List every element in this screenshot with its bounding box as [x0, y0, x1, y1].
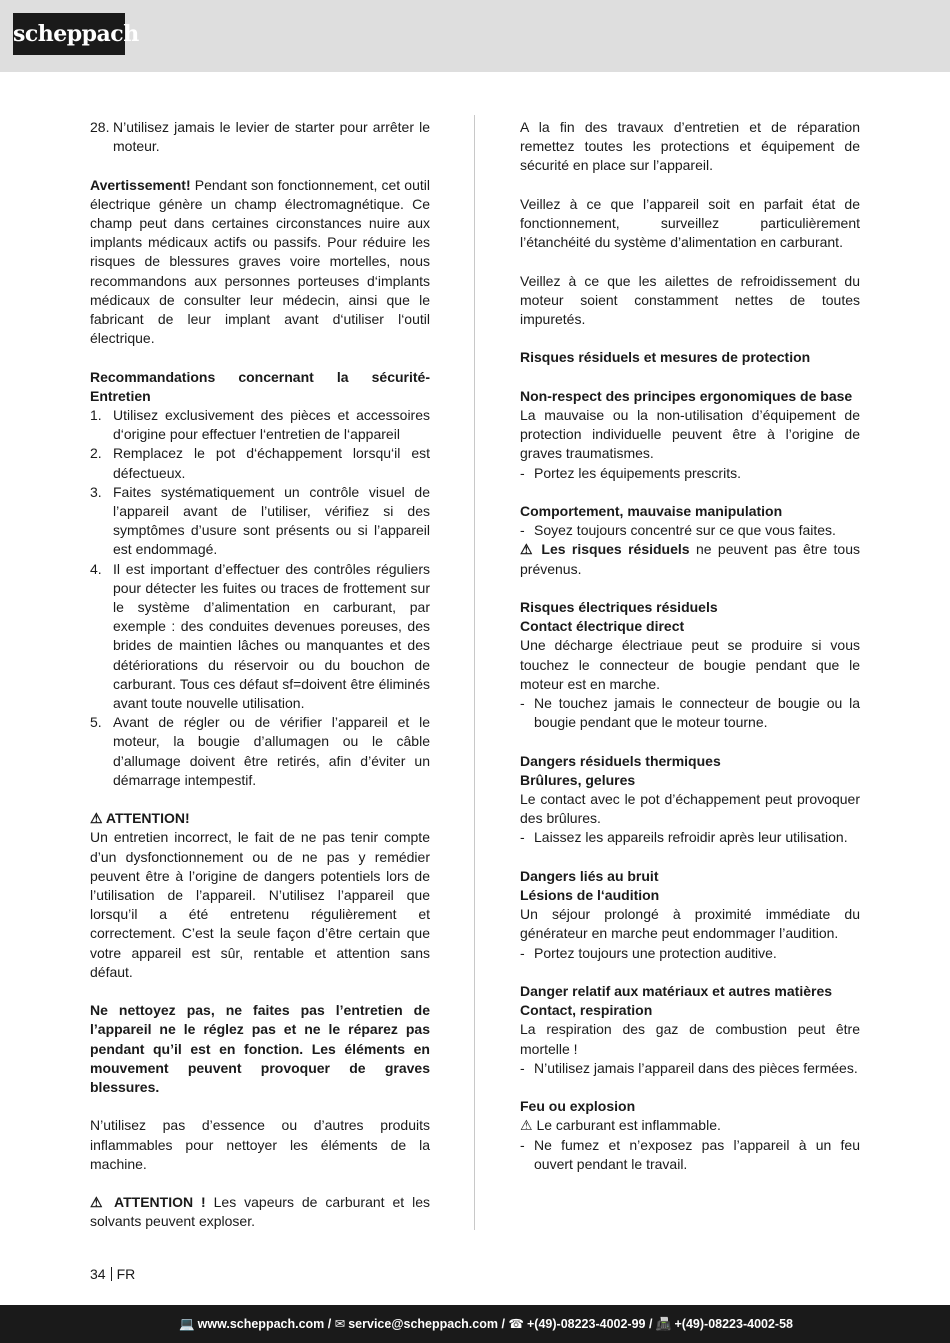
page-language: FR — [116, 1266, 136, 1282]
attention-text: Un entretien incorrect, le fait de ne pas tenir compte d’un dysfonctionnement ou de ne pas y remédier peuvent être à l’origine de dangers potentiels lors de l’utilisation de l’appareil. N’utilisez l’appareil que lorsqu’il a été entretenu régulièrement et correctement. C’est la seule façon d’être certain que votre appareil est sûr, rentable et attention sans défaut. — [90, 829, 430, 980]
attention-heading: ⚠ ATTENTION! — [90, 810, 190, 827]
section-heading: Danger relatif aux matériaux et autres matières — [520, 983, 833, 999]
list-text: N’utilisez jamais le levier de starter pour arrêter le moteur. — [113, 119, 430, 155]
page-number-separator — [111, 1267, 112, 1281]
warning-text: Pendant son fonctionnement, cet outil électrique génère un champ électromagnétique. Ce champ peut dans certaines circonstances nuire aux implants médicaux actifs ou passifs. Pour réduire les risques de blessures graves voire mortelles, nous recommandons aux personnes porteuses d‘implants médicaux de consulter leur médecin, ainsi que le fabricant de leur implant avant d‘utiliser l‘outil électrique. — [90, 176, 430, 347]
footer-website: www.scheppach.com / — [197, 1317, 332, 1331]
list-item: - Portez toujours une protection auditive. — [520, 944, 860, 963]
list-item: - Soyez toujours concentré sur ce que vous faites. — [520, 521, 860, 540]
list-number: 2. — [90, 445, 102, 462]
list-item: - Laissez les appareils refroidir après leur utilisation. — [520, 828, 860, 847]
section-heading: Risques électriques résiduels — [520, 598, 718, 615]
page-footer — [0, 1305, 950, 1343]
list-item: - Ne touchez jamais le connecteur de bougie ou la bougie pendant que le moteur tourne. — [520, 694, 860, 732]
list-text: Utilisez exclusivement des pièces et accessoires d‘origine pour effectuer l‘entretien de l‘appareil — [113, 407, 430, 443]
list-item — [90, 406, 430, 444]
paragraph: Veillez à ce que les ailettes de refroidissement du moteur soient constamment nettes de toutes impuretés. — [520, 272, 860, 327]
left-column — [90, 118, 430, 1251]
list-text: Il est important d’effectuer des contrôles réguliers pour détecter les fuites ou traces de frottement sur le système d’alimentation en carburant, par exemple : des conduites devenues poreuses, des brides de maintien lâches ou manquantes et des détériorations du réservoir ou du bouchon de carburant. Tous ces défaut sf=doivent être éliminés avant toute nouvelle utilisation. — [113, 560, 430, 712]
list-item: - N’utilisez jamais l’appareil dans des pièces fermées. — [520, 1059, 860, 1078]
warning-label: Avertissement! — [90, 176, 191, 193]
email-icon: ✉ — [334, 1317, 346, 1331]
list-text: Portez les équipements prescrits. — [534, 464, 741, 481]
section-text: Le contact avec le pot d’échappement peut provoquer des brûlures. — [520, 791, 860, 827]
list-number: 28. — [90, 119, 110, 135]
bullet-list — [520, 694, 860, 732]
list-number: 3. — [90, 483, 102, 500]
bold-safety-warning: Ne nettoyez pas, ne faites pas l’entretien de l’appareil ne le réglez pas et ne le réparez pas pendant qu’il est en fonction. Les éléments en mouvement peuvent provoquer de graves blessures. — [90, 1002, 430, 1096]
maintenance-list — [90, 406, 430, 790]
page-number — [90, 1265, 135, 1283]
section-subheading: Brûlures, gelures — [520, 771, 636, 788]
bullet-list — [520, 464, 860, 483]
emf-warning-paragraph — [90, 176, 430, 349]
paragraph: A la fin des travaux d’entretien et de réparation remettez toutes les protections et équipement de sécurité en place sur l’appareil. — [520, 119, 860, 174]
section-heading: Dangers liés au bruit — [520, 867, 659, 884]
section-text: ⚠ Le carburant est inflammable. — [520, 1117, 721, 1134]
list-item: - Ne fumez et n’exposez pas l’appareil à un feu ouvert pendant le travail. — [520, 1136, 860, 1174]
section-heading: Non-respect des principes ergonomiques de base — [520, 387, 853, 404]
bullet-list — [520, 1059, 860, 1078]
list-item: - Portez les équipements prescrits. — [520, 464, 860, 483]
section-subheading: Contact électrique direct — [520, 618, 685, 635]
list-item-28 — [90, 118, 430, 156]
section-heading: Comportement, mauvaise manipulation — [520, 502, 783, 519]
section-text: Un séjour prolongé à proximité immédiate du générateur en marche peut endommager l’audition. — [520, 906, 860, 942]
attention-vapours-text: Les vapeurs de carburant et les solvants peuvent exploser. — [90, 1194, 430, 1230]
list-text: Portez toujours une protection auditive. — [534, 944, 777, 961]
section-text: La respiration des gaz de combustion peut être mortelle ! — [520, 1021, 860, 1057]
section-text: La mauvaise ou la non-utilisation d’équipement de protection individuelle peuvent être à l’origine de graves traumatismes. — [520, 406, 860, 462]
bullet-list — [520, 1136, 860, 1174]
no-petrol-paragraph: N’utilisez pas d’essence ou d’autres produits inflammables pour nettoyer les éléments de la machine. — [90, 1117, 430, 1172]
section-subheading: Lésions de l‘audition — [520, 887, 660, 903]
footer-email: service@scheppach.com / — [348, 1317, 505, 1331]
list-text: Faites systématiquement un contrôle visuel de l’appareil avant de l’utiliser, vérifiez si des symptômes d’usure sont présents ou si l’appareil est endommagé. — [113, 483, 430, 558]
list-text: N’utilisez jamais l’appareil dans des pièces fermées. — [534, 1059, 858, 1076]
list-text: Remplacez le pot d‘échappement lorsqu‘il est défectueux. — [113, 445, 430, 481]
list-text: Avant de régler ou de vérifier l’appareil et le moteur, la bougie d’allumagen ou le câble d’allumage doivent être retirés, afin d’éviter un démarrage intempestif. — [113, 714, 430, 788]
list-number: 1. — [90, 407, 102, 424]
list-item — [90, 560, 430, 714]
list-text: Ne touchez jamais le connecteur de bougie ou la bougie pendant que le moteur tourne. — [534, 695, 860, 731]
phone-icon: ☎ — [508, 1317, 524, 1331]
list-text: Ne fumez et n’exposez pas l’appareil à un feu ouvert pendant le travail. — [534, 1136, 860, 1172]
list-item — [90, 483, 430, 560]
note-text: ne peuvent pas être tous prévenus. — [520, 541, 861, 577]
bullet-list — [520, 521, 860, 540]
list-text: Soyez toujours concentré sur ce que vous faites. — [534, 522, 836, 539]
page-header — [0, 0, 950, 72]
note-bold: ⚠ Les risques résiduels — [520, 541, 690, 558]
maintenance-heading: Recommandations concernant la sécurité-Entretien — [90, 368, 430, 404]
bullet-list — [520, 944, 860, 963]
section-heading: Dangers résiduels thermiques — [520, 752, 721, 769]
fax-icon: 📠 — [655, 1317, 672, 1331]
list-number: 4. — [90, 560, 102, 577]
list-item — [90, 713, 430, 790]
footer-contact — [179, 1305, 793, 1343]
attention-label: ⚠ ATTENTION ! — [90, 1194, 206, 1211]
scheppach-logo: scheppach — [13, 13, 125, 55]
attention-vapours-paragraph — [90, 1193, 430, 1231]
list-text: Laissez les appareils refroidir après leur utilisation. — [534, 829, 848, 846]
column-divider — [474, 115, 475, 1230]
page-number-value: 34 — [90, 1266, 106, 1282]
bullet-list — [520, 828, 860, 847]
computer-icon: 💻 — [179, 1317, 195, 1331]
list-number: 5. — [90, 714, 102, 731]
list-item — [90, 444, 430, 482]
footer-fax: +(49)-08223-4002-58 — [674, 1317, 793, 1331]
residual-risks-note — [520, 540, 860, 578]
right-column — [520, 118, 860, 1193]
section-heading: Feu ou explosion — [520, 1098, 636, 1115]
paragraph: Veillez à ce que l’appareil soit en parfait état de fonctionnement, surveillez particulièrement l’étanchéité du système d’alimentation en carburant. — [520, 195, 860, 251]
section-subheading: Contact, respiration — [520, 1002, 653, 1019]
footer-phone: +(49)-08223-4002-99 / — [527, 1317, 653, 1331]
residual-risks-heading: Risques résiduels et mesures de protection — [520, 349, 811, 366]
section-text: Une décharge électriaue peut se produire si vous touchez le connecteur de bougie pendant que le moteur est en marche. — [520, 637, 860, 692]
